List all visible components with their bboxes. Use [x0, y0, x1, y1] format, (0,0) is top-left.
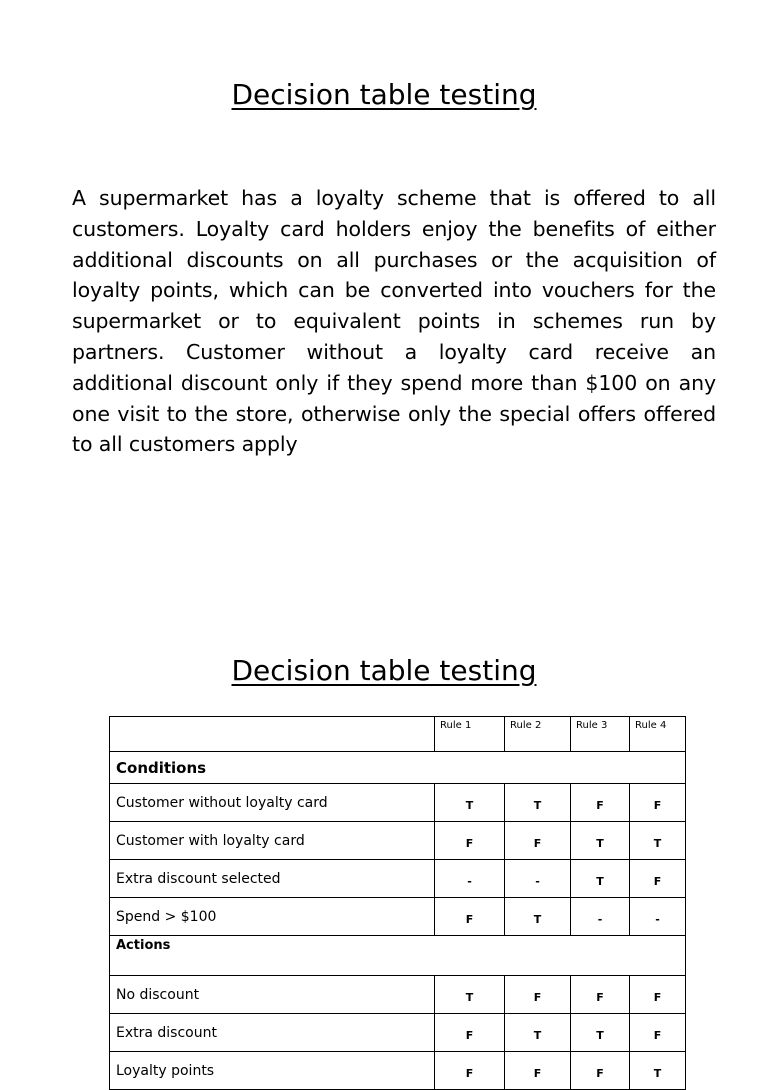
condition-value: F	[630, 784, 686, 822]
condition-value: T	[505, 784, 571, 822]
action-label: No discount	[110, 976, 435, 1014]
rule-header: Rule 3	[571, 717, 630, 752]
table-row	[110, 1052, 686, 1090]
condition-value: -	[505, 860, 571, 898]
action-value: T	[571, 1014, 630, 1052]
condition-label: Customer without loyalty card	[110, 784, 435, 822]
condition-value: F	[435, 898, 505, 936]
actions-label: Actions	[110, 936, 686, 976]
conditions-section-row	[110, 752, 686, 784]
slide-2	[0, 576, 768, 1080]
table-row	[110, 1014, 686, 1052]
action-value: F	[435, 1014, 505, 1052]
action-value: F	[505, 976, 571, 1014]
action-value: F	[630, 976, 686, 1014]
table-row	[110, 822, 686, 860]
condition-value: F	[435, 822, 505, 860]
rule-header: Rule 4	[630, 717, 686, 752]
decision-table	[109, 716, 686, 1090]
slide-1-body: A supermarket has a loyalty scheme that is offered to all customers. Loyalty card holders enjoy the benefits of either additional discounts on all purchases or the acquisition of loyalty points, which can be converted into vouchers for the supermarket or to equivalent points in schemes run by partners. Customer without a loyalty card receive an additional discount only if they spend more than $100 on any one visit to the store, otherwise only the special offers offered to all customers apply	[72, 186, 716, 457]
condition-label: Extra discount selected	[110, 860, 435, 898]
condition-value: F	[630, 860, 686, 898]
rule-header: Rule 1	[435, 717, 505, 752]
action-value: F	[505, 1052, 571, 1090]
condition-label: Spend > $100	[110, 898, 435, 936]
action-value: F	[630, 1014, 686, 1052]
condition-label: Customer with loyalty card	[110, 822, 435, 860]
actions-section-row	[110, 936, 686, 976]
action-value: T	[435, 976, 505, 1014]
condition-value: T	[505, 898, 571, 936]
action-value: F	[571, 1052, 630, 1090]
action-label: Extra discount	[110, 1014, 435, 1052]
condition-value: T	[571, 822, 630, 860]
action-label: Loyalty points	[110, 1052, 435, 1090]
condition-value: T	[630, 822, 686, 860]
condition-value: -	[630, 898, 686, 936]
rule-header: Rule 2	[505, 717, 571, 752]
condition-value: T	[571, 860, 630, 898]
conditions-label: Conditions	[110, 752, 686, 784]
condition-value: T	[435, 784, 505, 822]
condition-value: -	[435, 860, 505, 898]
table-row	[110, 898, 686, 936]
slide-1-title: Decision table testing	[231, 78, 537, 111]
condition-value: -	[571, 898, 630, 936]
action-value: T	[630, 1052, 686, 1090]
action-value: F	[571, 976, 630, 1014]
table-header-row	[110, 717, 686, 752]
slide-2-title: Decision table testing	[231, 654, 537, 687]
header-empty-cell	[110, 717, 435, 752]
table-row	[110, 860, 686, 898]
condition-value: F	[505, 822, 571, 860]
action-value: T	[505, 1014, 571, 1052]
condition-value: F	[571, 784, 630, 822]
action-value: F	[435, 1052, 505, 1090]
table-row	[110, 976, 686, 1014]
table-row	[110, 784, 686, 822]
